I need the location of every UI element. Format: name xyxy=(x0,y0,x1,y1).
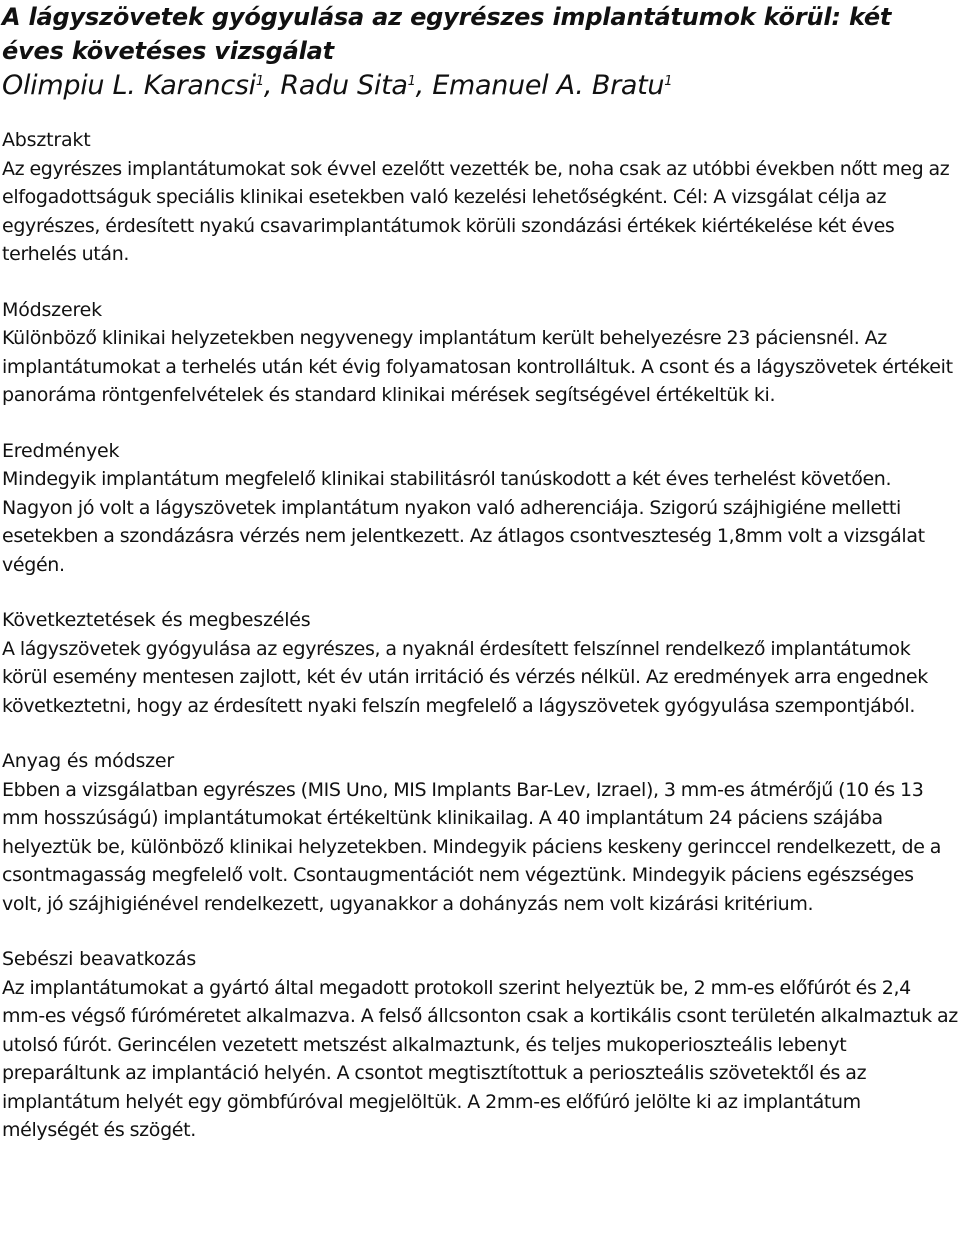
section-heading: Sebészi beavatkozás xyxy=(2,948,197,970)
section-materials-methods xyxy=(2,747,958,918)
section-heading: Módszerek xyxy=(2,298,102,321)
section-body: Az egyrészes implantátumokat sok évvel ezelőtt vezették be, noha csak az utóbbi években nőtt meg az elfogadottságuk speciális klinikai esetekben való kezelési lehetőségként. Cél: A vizsgálat célja az egyrészes, érdesített nyakú csavarimplantátumok körüli szondázási értékek kiértékelése két éves terhelés után. xyxy=(2,157,950,265)
article-title: A lágyszövetek gyógyulása az egyrészes implantátumok körül: két éves követéses vizsgálat xyxy=(2,3,892,65)
section-body: Ebben a vizsgálatban egyrészes (MIS Uno, MIS Implants Bar-Lev, Izrael), 3 mm-es átmérőjű (10 és 13 mm hosszúságú) implantátumokat értékeltünk klinikailag. A 40 implantátum 24 páciens szájába helyeztük be, különböző klinikai helyzetekben. Mindegyik páciens keskeny gerinccel rendelkezett, de a csontmagasság megfelelő volt. Csontaugmentációt nem végeztünk. Mindegyik páciens egészséges volt, jó szájhigiénével rendelkezett, ugyanakkor a dohányzás nem volt kizárási kritérium. xyxy=(2,778,942,915)
section-body: Különböző klinikai helyzetekben negyvenegy implantátum került behelyezésre 23 páciensnél. Az implantátumokat a terhelés után két évig folyamatosan kontrolláltuk. A csont és a lágyszövetek értékeit panoráma röntgenfelvételek és standard klinikai mérések segítségével értékeltük ki. xyxy=(2,327,953,406)
author-name: Radu Sita xyxy=(280,70,408,101)
section-results xyxy=(2,437,958,580)
section-methods xyxy=(2,296,958,410)
author-affiliation: 1 xyxy=(664,74,673,89)
section-conclusions xyxy=(2,606,958,720)
author-name: Olimpiu L. Karancsi xyxy=(2,70,256,101)
author-name: Emanuel A. Bratu xyxy=(432,70,665,101)
section-abstract xyxy=(2,126,958,269)
section-heading: Következtetések és megbeszélés xyxy=(2,609,311,631)
section-heading: Absztrakt xyxy=(2,129,91,151)
section-heading: Eredmények xyxy=(2,439,120,462)
section-heading: Anyag és módszer xyxy=(2,750,175,772)
author-affiliation: 1 xyxy=(255,74,264,89)
author-separator: , xyxy=(415,70,433,101)
section-body: Mindegyik implantátum megfelelő klinikai stabilitásról tanúskodott a két éves terhelést követően. Nagyon jó volt a lágyszövetek implantátum nyakon való adherenciája. Szigorú szájhigiéne melletti esetekben a szondázásra vérzés nem jelentkezett. Az átlagos csontveszteség 1,8mm volt a vizsgálat végén. xyxy=(2,468,925,576)
section-surgery xyxy=(2,945,958,1145)
section-body: Az implantátumokat a gyártó által megadott protokoll szerint helyeztük be, 2 mm-es előfúrót és 2,4 mm-es végső fúróméretet alkalmazva. A felső állcsonton csak a kortikális csont területén alkalmaztuk az utolsó fúrót. Gerincélen vezetett metszést alkalmaztunk, és teljes mukoperioszteális lebenyt preparáltunk az implantáció helyén. A csontot megtisztítottuk a perioszteális szövetektől és az implantátum helyét egy gömbfúróval megjelöltük. A 2mm-es előfúró jelölte ki az implantátum mélységét és szögét. xyxy=(2,976,958,1141)
section-body: A lágyszövetek gyógyulása az egyrészes, a nyaknál érdesített felszínnel rendelkező implantátumok körül esemény mentesen zajlott, két év után irritáció és vérzés nélkül. Az eredmények arra engednek következtetni, hogy az érdesített nyaki felszín megfelelő a lágyszövetek gyógyulása szempontjából. xyxy=(2,637,928,717)
author-separator: , xyxy=(263,70,281,101)
author-affiliation: 1 xyxy=(407,74,416,89)
author-line xyxy=(2,68,958,104)
